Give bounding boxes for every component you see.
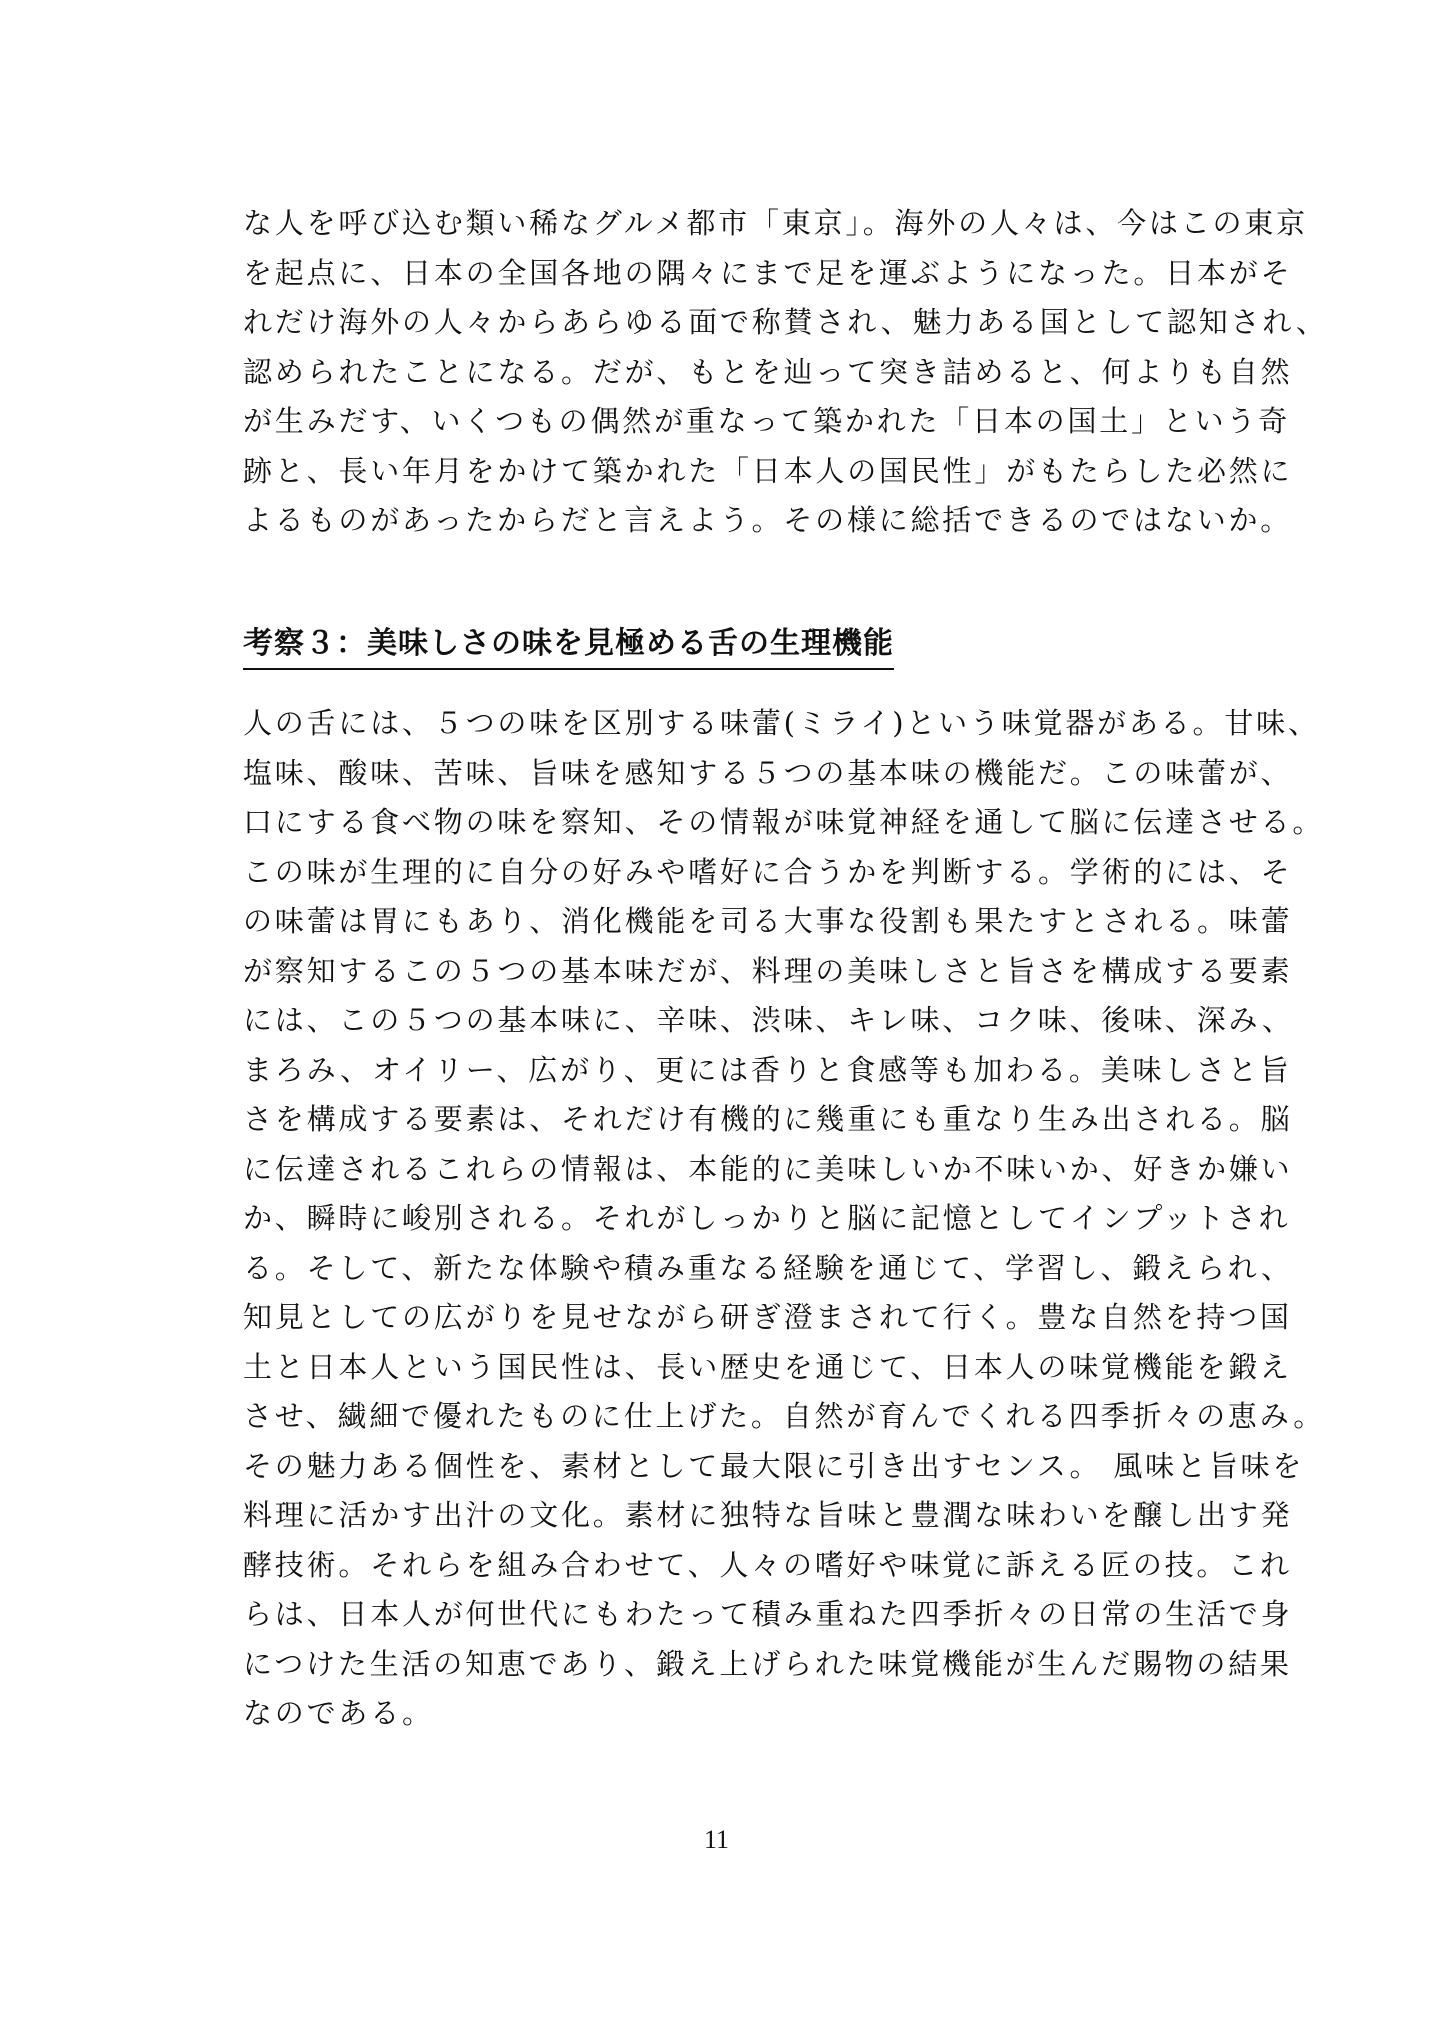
text-line: れだけ海外の人々からあらゆる面で称賛され、魅力ある国として認知され、 — [243, 305, 1328, 339]
text-line: 土と日本人という国民性は、長い歴史を通じて、日本人の味覚機能を鍛え — [243, 1349, 1292, 1384]
text-line: さを構成する要素は、それだけ有機的に幾重にも重なり生み出される。脳 — [243, 1102, 1293, 1136]
text-line: らは、日本人が何世代にもわたって積み重ねた四季折々の日常の生活で身 — [243, 1597, 1293, 1631]
text-line: 跡と、長い年月をかけて築かれた「日本人の国民性」がもたらした必然に — [243, 453, 1293, 488]
text-line: る。そして、新たな体験や積み重なる経験を通じて、学習し、鍛えられ、 — [243, 1250, 1293, 1285]
text-line: この味が生理的に自分の好みや嗜好に合うかを判断する。学術的には、そ — [243, 854, 1293, 889]
intro-paragraph — [243, 199, 1328, 546]
text-line: その魅力ある個性を、素材として最大限に引き出すセンス。 風味と旨味を — [243, 1448, 1305, 1483]
text-line: を起点に、日本の全国各地の隅々にまで足を運ぶようになった。日本がそ — [243, 255, 1293, 290]
text-line: が察知するこの５つの基本味だが、料理の美味しさと旨さを構成する要素 — [243, 953, 1293, 988]
text-line: の味蕾は胃にもあり、消化機能を司る大事な役割も果たすとされる。味蕾 — [243, 904, 1293, 938]
text-line: 酵技術。それらを組み合わせて、人々の嗜好や味覚に訴える匠の技。これ — [243, 1547, 1292, 1582]
text-line: なのである。 — [243, 1696, 434, 1730]
text-line: につけた生活の知恵であり、鍛え上げられた味覚機能が生んだ賜物の結果 — [243, 1646, 1292, 1681]
text-line: に伝達されるこれらの情報は、本能的に美味しいか不味いか、好きか嫌い — [243, 1151, 1293, 1186]
section-paragraph — [243, 699, 1326, 1739]
text-line: よるものがあったからだと言えよう。その様に総括できるのではないか。 — [243, 503, 1293, 537]
text-line: 人の舌には、５つの味を区別する味蕾(ミライ)という味覚器がある。甘味、 — [243, 706, 1320, 740]
text-line: まろみ、オイリー、広がり、更には香りと食感等も加わる。美味しさと旨 — [243, 1052, 1292, 1087]
text-line: か、瞬時に峻別される。それがしっかりと脳に記憶としてインプットされ — [243, 1201, 1291, 1235]
text-line: には、この５つの基本味に、辛味、渋味、キレ味、コク味、後味、深み、 — [243, 1003, 1294, 1037]
page-number: 11 — [703, 1825, 730, 1854]
text-line: な人を呼び込む類い稀なグルメ都市「東京」。海外の人々は、今はこの東京 — [243, 206, 1308, 240]
text-line: 認められたことになる。だが、もとを辿って突き詰めると、何よりも自然 — [243, 354, 1293, 389]
text-line: 塩味、酸味、苦味、旨味を感知する５つの基本味の機能だ。この味蕾が、 — [243, 755, 1293, 790]
text-line: させ、繊細で優れたものに仕上げた。自然が育んでくれる四季折々の恵み。 — [243, 1399, 1326, 1433]
text-line: 料理に活かす出汁の文化。素材に独特な旨味と豊潤な味わいを醸し出す発 — [243, 1498, 1293, 1532]
section-heading: 考察３：美味しさの味を見極める舌の生理機能 — [243, 622, 894, 670]
text-line: 知見としての広がりを見せながら研ぎ澄まされて行く。豊な自然を持つ国 — [243, 1300, 1292, 1334]
text-line: 口にする食べ物の味を察知、その情報が味覚神経を通して脳に伝達させる。 — [243, 805, 1325, 839]
text-line: が生みだす、いくつもの偶然が重なって築かれた「日本の国土」という奇 — [243, 404, 1291, 438]
